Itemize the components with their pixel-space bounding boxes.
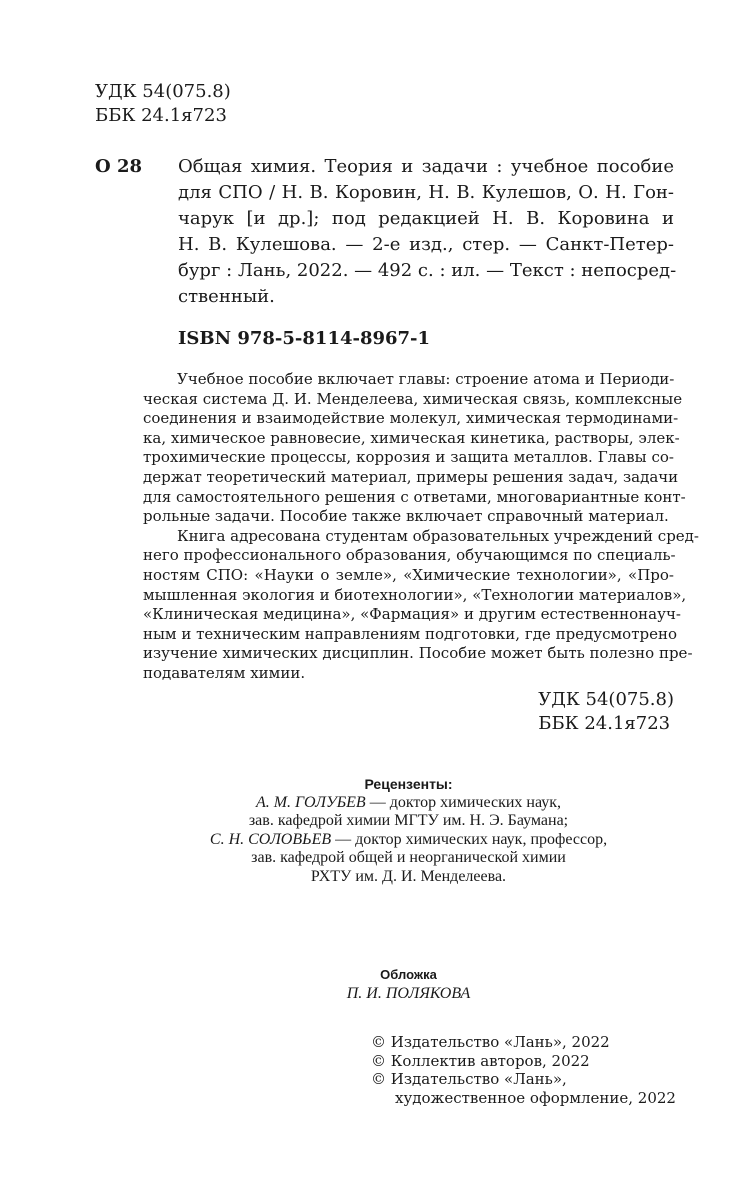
reviewer-2 [143,831,674,850]
annotation-line: подавателям химии. [143,663,306,682]
biblio-line: Общая химия. Теория и задачи : учебное пособие [178,156,674,177]
copyright-line: © Издательство «Лань», [371,1070,567,1089]
reviewer-2-position: зав. кафедрой общей и неорганической химии [251,849,566,866]
udk-bbk-top [95,80,231,128]
cover-designer: П. И. ПОЛЯКОВА [346,984,471,1002]
annotation-line: трохимические процессы, коррозия и защита металлов. Главы со- [143,448,674,467]
reviewer-1 [143,794,674,813]
copyright-line-continued: художественное оформление, 2022 [395,1088,676,1107]
udk-bbk-bottom [538,688,674,736]
reviewer-name: С. Н. СОЛОВЬЕВ [209,830,332,848]
annotation [143,370,699,684]
bibliographic-description [178,154,677,310]
udk-code: УДК 54(075.8) [538,689,674,710]
copyright-line: © Издательство «Лань», 2022 [371,1033,610,1051]
annotation-line: рольные задачи. Пособие также включает справочный материал. [143,507,669,526]
annotation-line: мышленная экология и биотехнологии», «Технологии материалов», [143,585,687,604]
copyright-block [371,1033,676,1107]
biblio-line: бург : Лань, 2022. — 492 с. : ил. — Текст : непосред- [178,260,677,281]
annotation-line: ностям СПО: «Науки о земле», «Химические технологии», «Про- [143,565,674,584]
cover-credit [143,966,674,1003]
biblio-line: для СПО / Н. В. Коровин, Н. В. Кулешов, О. Н. Гон- [178,182,674,203]
reviewers-block [143,775,674,886]
annotation-line: изучение химических дисциплин. Пособие может быть полезно пре- [143,644,693,663]
annotation-line: ка, химическое равновесие, химическая кинетика, растворы, элек- [143,428,680,447]
annotation-line: ческая система Д. И. Менделеева, химическая связь, комплексные [143,389,683,408]
copyright-line: © Коллектив авторов, 2022 [371,1051,590,1070]
udk-code: УДК 54(075.8) [95,81,231,102]
biblio-line: чарук [и др.]; под редакцией Н. В. Коровина и [178,208,674,229]
annotation-line: для самостоятельного решения с ответами, многовариантные конт- [143,487,686,506]
biblio-line: Н. В. Кулешова. — 2-е изд., стер. — Санкт-Петер- [178,234,674,255]
author-mark: О 28 [95,156,142,177]
annotation-line: соединения и взаимодействие молекул, химическая термодинами- [143,409,679,428]
cover-heading: Обложка [380,967,437,982]
reviewers-heading: Рецензенты: [364,776,453,792]
annotation-line: него профессионального образования, обучающимся по специаль- [143,546,676,565]
reviewer-name: А. М. ГОЛУБЕВ [255,793,366,811]
annotation-line: «Клиническая медицина», «Фармация» и другим естественнонауч- [143,605,681,624]
biblio-line: ственный. [178,286,275,307]
bbk-code: ББК 24.1я723 [95,105,227,126]
isbn: ISBN 978-5-8114-8967-1 [178,328,431,349]
bbk-code: ББК 24.1я723 [538,713,671,734]
reviewer-2-affiliation: РХТУ им. Д. И. Менделеева. [310,867,507,885]
annotation-line: ным и техническим направлениям подготовки, где предусмотрено [143,624,678,643]
annotation-line: Книга адресована студентам образовательных учреждений сред- [177,526,699,545]
annotation-line: Учебное пособие включает главы: строение атома и Периоди- [177,370,675,388]
reviewer-1-position: зав. кафедрой химии МГТУ им. Н. Э. Баумана; [248,812,569,829]
annotation-line: держат теоретический материал, примеры решения задач, задачи [143,467,679,486]
reviewer-title: — доктор химических наук, [365,793,562,811]
reviewer-title: — доктор химических наук, профессор, [331,830,608,848]
